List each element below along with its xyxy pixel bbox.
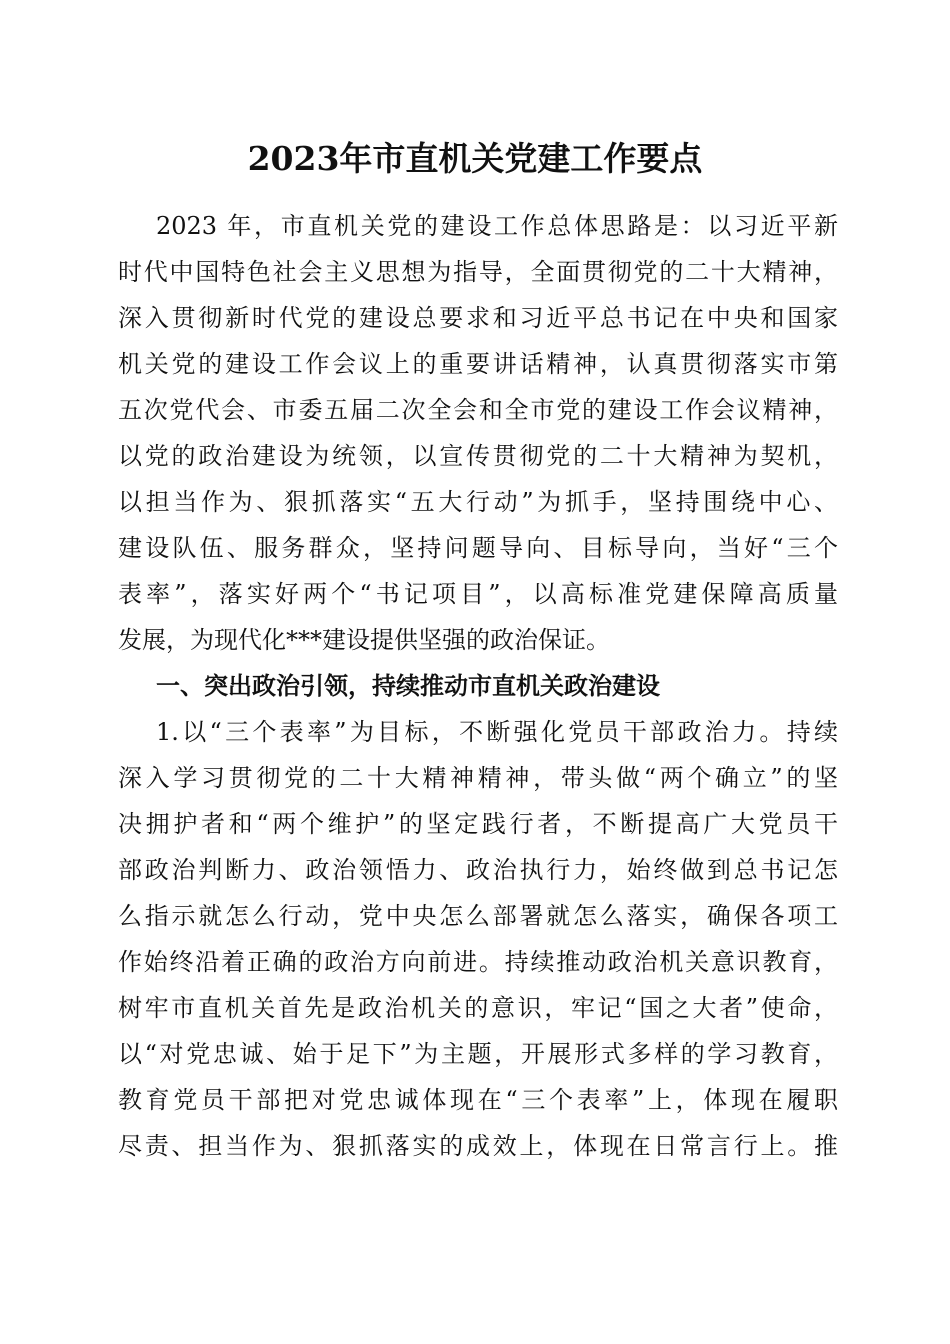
paragraph-line: 1.以“三个表率”为目标，不断强化党员干部政治力。持续 (156, 718, 838, 746)
paragraph-line: 以党的政治建设为统领，以宣传贯彻党的二十大精神为契机， (118, 442, 838, 470)
paragraph-line: 发展，为现代化***建设提供坚强的政治保证。 (118, 626, 610, 654)
paragraph-line: 以担当作为、狠抓落实“五大行动”为抓手，坚持围绕中心、 (118, 488, 838, 516)
paragraph-line: 决拥护者和“两个维护”的坚定践行者，不断提高广大党员干 (118, 810, 838, 838)
paragraph-line: 深入贯彻新时代党的建设总要求和习近平总书记在中央和国家 (118, 304, 838, 332)
paragraph-line: 五次党代会、市委五届二次全会和全市党的建设工作会议精神， (118, 396, 838, 424)
paragraph-line: 2023 年，市直机关党的建设工作总体思路是：以习近平新 (156, 212, 838, 240)
paragraph-line: 以“对党忠诚、始于足下”为主题，开展形式多样的学习教育， (118, 1040, 838, 1068)
paragraph-line: 表率”，落实好两个“书记项目”，以高标准党建保障高质量 (118, 580, 838, 608)
paragraph-line: 机关党的建设工作会议上的重要讲话精神，认真贯彻落实市第 (118, 350, 838, 378)
paragraph-line: 建设队伍、服务群众，坚持问题导向、目标导向，当好“三个 (118, 534, 838, 562)
paragraph-line: 尽责、担当作为、狠抓落实的成效上，体现在日常言行上。推 (118, 1132, 838, 1160)
paragraph-line: 深入学习贯彻党的二十大精神精神，带头做“两个确立”的坚 (118, 764, 838, 792)
paragraph-line: 么指示就怎么行动，党中央怎么部署就怎么落实，确保各项工 (118, 902, 838, 930)
document-body (118, 203, 838, 1169)
paragraph-line: 树牢市直机关首先是政治机关的意识，牢记“国之大者”使命， (118, 994, 838, 1022)
paragraph-line: 时代中国特色社会主义思想为指导，全面贯彻党的二十大精神， (118, 258, 838, 286)
paragraph-line: 教育党员干部把对党忠诚体现在“三个表率”上，体现在履职 (118, 1086, 838, 1114)
paragraph-line: 作始终沿着正确的政治方向前进。持续推动政治机关意识教育， (118, 948, 838, 976)
section-heading: 一、突出政治引领，持续推动市直机关政治建设 (156, 672, 660, 700)
paragraph-line: 部政治判断力、政治领悟力、政治执行力，始终做到总书记怎 (118, 856, 838, 884)
document-title: 2023年市直机关党建工作要点 (247, 139, 703, 178)
